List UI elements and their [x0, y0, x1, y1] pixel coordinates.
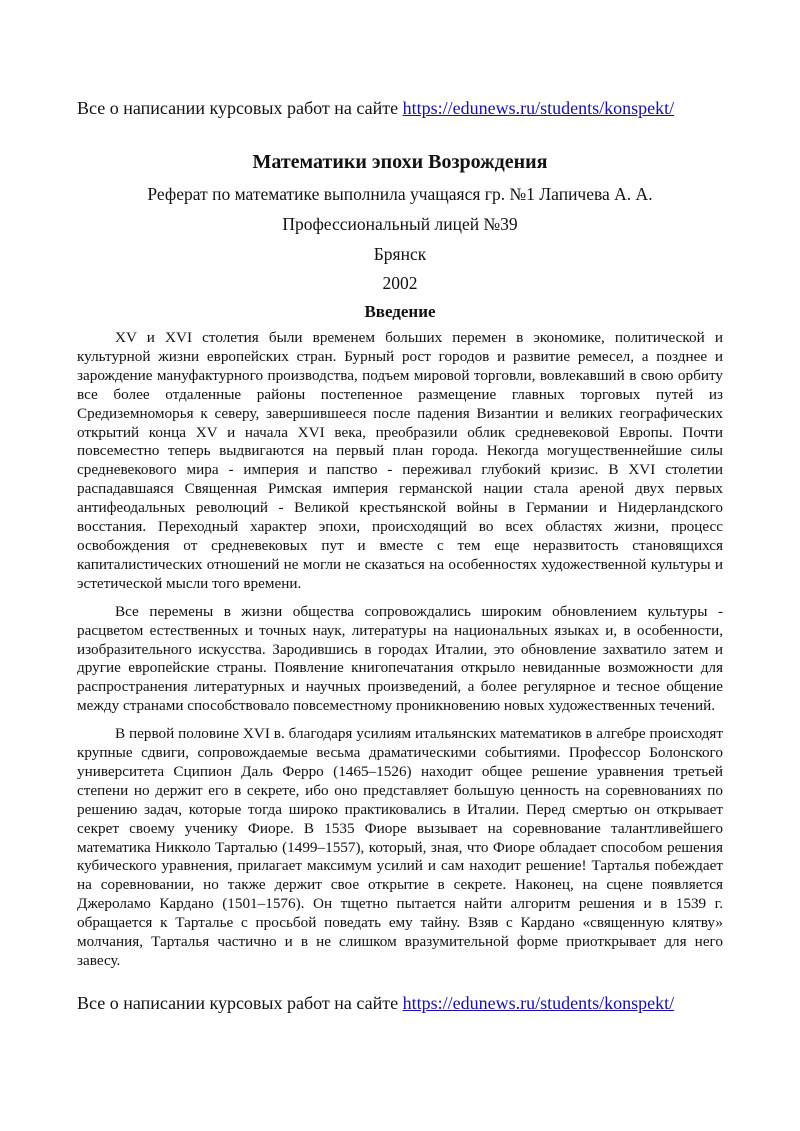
document-body — [77, 329, 723, 980]
paragraph: Все перемены в жизни общества сопровождались широким обновлением культуры - расцветом естественных и точных наук, литературы на национальных языках и, в особенности, изобразительного искусства. Зародившись в городах Италии, это обновление захватило затем и другие европейские страны. Появление книгопечатания открыло невиданные возможности для распространения литературных и научных произведений, а более регулярное и тесное общение между странами способствовало повсеместному проникновению новых художественных течений. — [77, 602, 723, 715]
banner-text: Все о написании курсовых работ на сайте — [77, 98, 403, 118]
banner-link[interactable]: https://edunews.ru/students/konspekt/ — [402, 98, 675, 118]
banner-link[interactable]: https://edunews.ru/students/konspekt/ — [402, 993, 675, 1013]
banner-text: Все о написании курсовых работ на сайте — [77, 993, 403, 1013]
city-name: Брянск — [373, 244, 427, 264]
section-heading: Введение — [364, 302, 436, 321]
paragraph: XV и XVI столетия были временем больших перемен в экономике, политической и культурной жизни европейских стран. Бурный рост городов и развитие ремесел, а позднее и зарождение мануфактурного производства, подъем мировой торговли, вовлекавший в свою орбиту все более отдаленные районы постепенное размещение главных торговых путей из Средиземноморья к северу, завершившееся после падения Византии и великих географических открытий конца XV и начала XVI века, преобразили облик средневековой Европы. Почти повсеместно теперь выдвигаются на первый план города. Некогда могущественнейшие силы средневекового мира - империя и папство - переживал глубокий кризис. В XVI столетии распадавшаяся Священная Римская империя германской нации стала ареной двух первых антифеодальных революций - Великой крестьянской войны в Германии и Нидерландского восстания. Переходный характер эпохи, происходящий во всех областях жизни, процесс освобождения от средневековых пут и вместе с тем еще неразвитость становящихся капиталистических отношений не могли не сказаться на особенностях художественной культуры и эстетической мысли того времени. — [77, 329, 723, 592]
institution-name: Профессиональный лицей №39 — [282, 214, 518, 234]
promo-banner-top — [77, 97, 757, 119]
document-subtitle: Реферат по математике выполнила учащаяся гр. №1 Лапичева А. А. — [147, 184, 653, 204]
document-year: 2002 — [382, 273, 418, 293]
document-title: Математики эпохи Возрождения — [252, 151, 548, 173]
paragraph: В первой половине XVI в. благодаря усилиям итальянских математиков в алгебре происходят крупные сдвиги, сопровождаемые весьма драматическими событиями. Профессор Болонского университета Сципион Даль Ферро (1465–1526) находит общее решение уравнения третьей степени но держит его в секрете, ибо оно представляет большую ценность на соревнованиях по решению задач, которые тогда широко практиковались в Италии. Перед смертью он открывает секрет своему ученику Фиоре. В 1535 Фиоре вызывает на соревнование талантливейшего математика Никколо Тарталью (1499–1557), который, зная, что Фиоре обладает способом решения кубического уравнения, прилагает максимум усилий и сам находит решение! Тарталья побеждает на соревновании, но также держит свое открытие в секрете. Наконец, на сцене появляется Джероламо Кардано (1501–1576). Он тщетно пытается найти алгоритм решения и в 1539 г. обращается к Тарталье с просьбой поведать ему тайну. Взяв с Кардано «священную клятву» молчания, Тарталья частично и в не слишком вразумительной форме приоткрывает для него завесу. — [77, 725, 723, 969]
promo-banner-bottom — [77, 992, 757, 1014]
